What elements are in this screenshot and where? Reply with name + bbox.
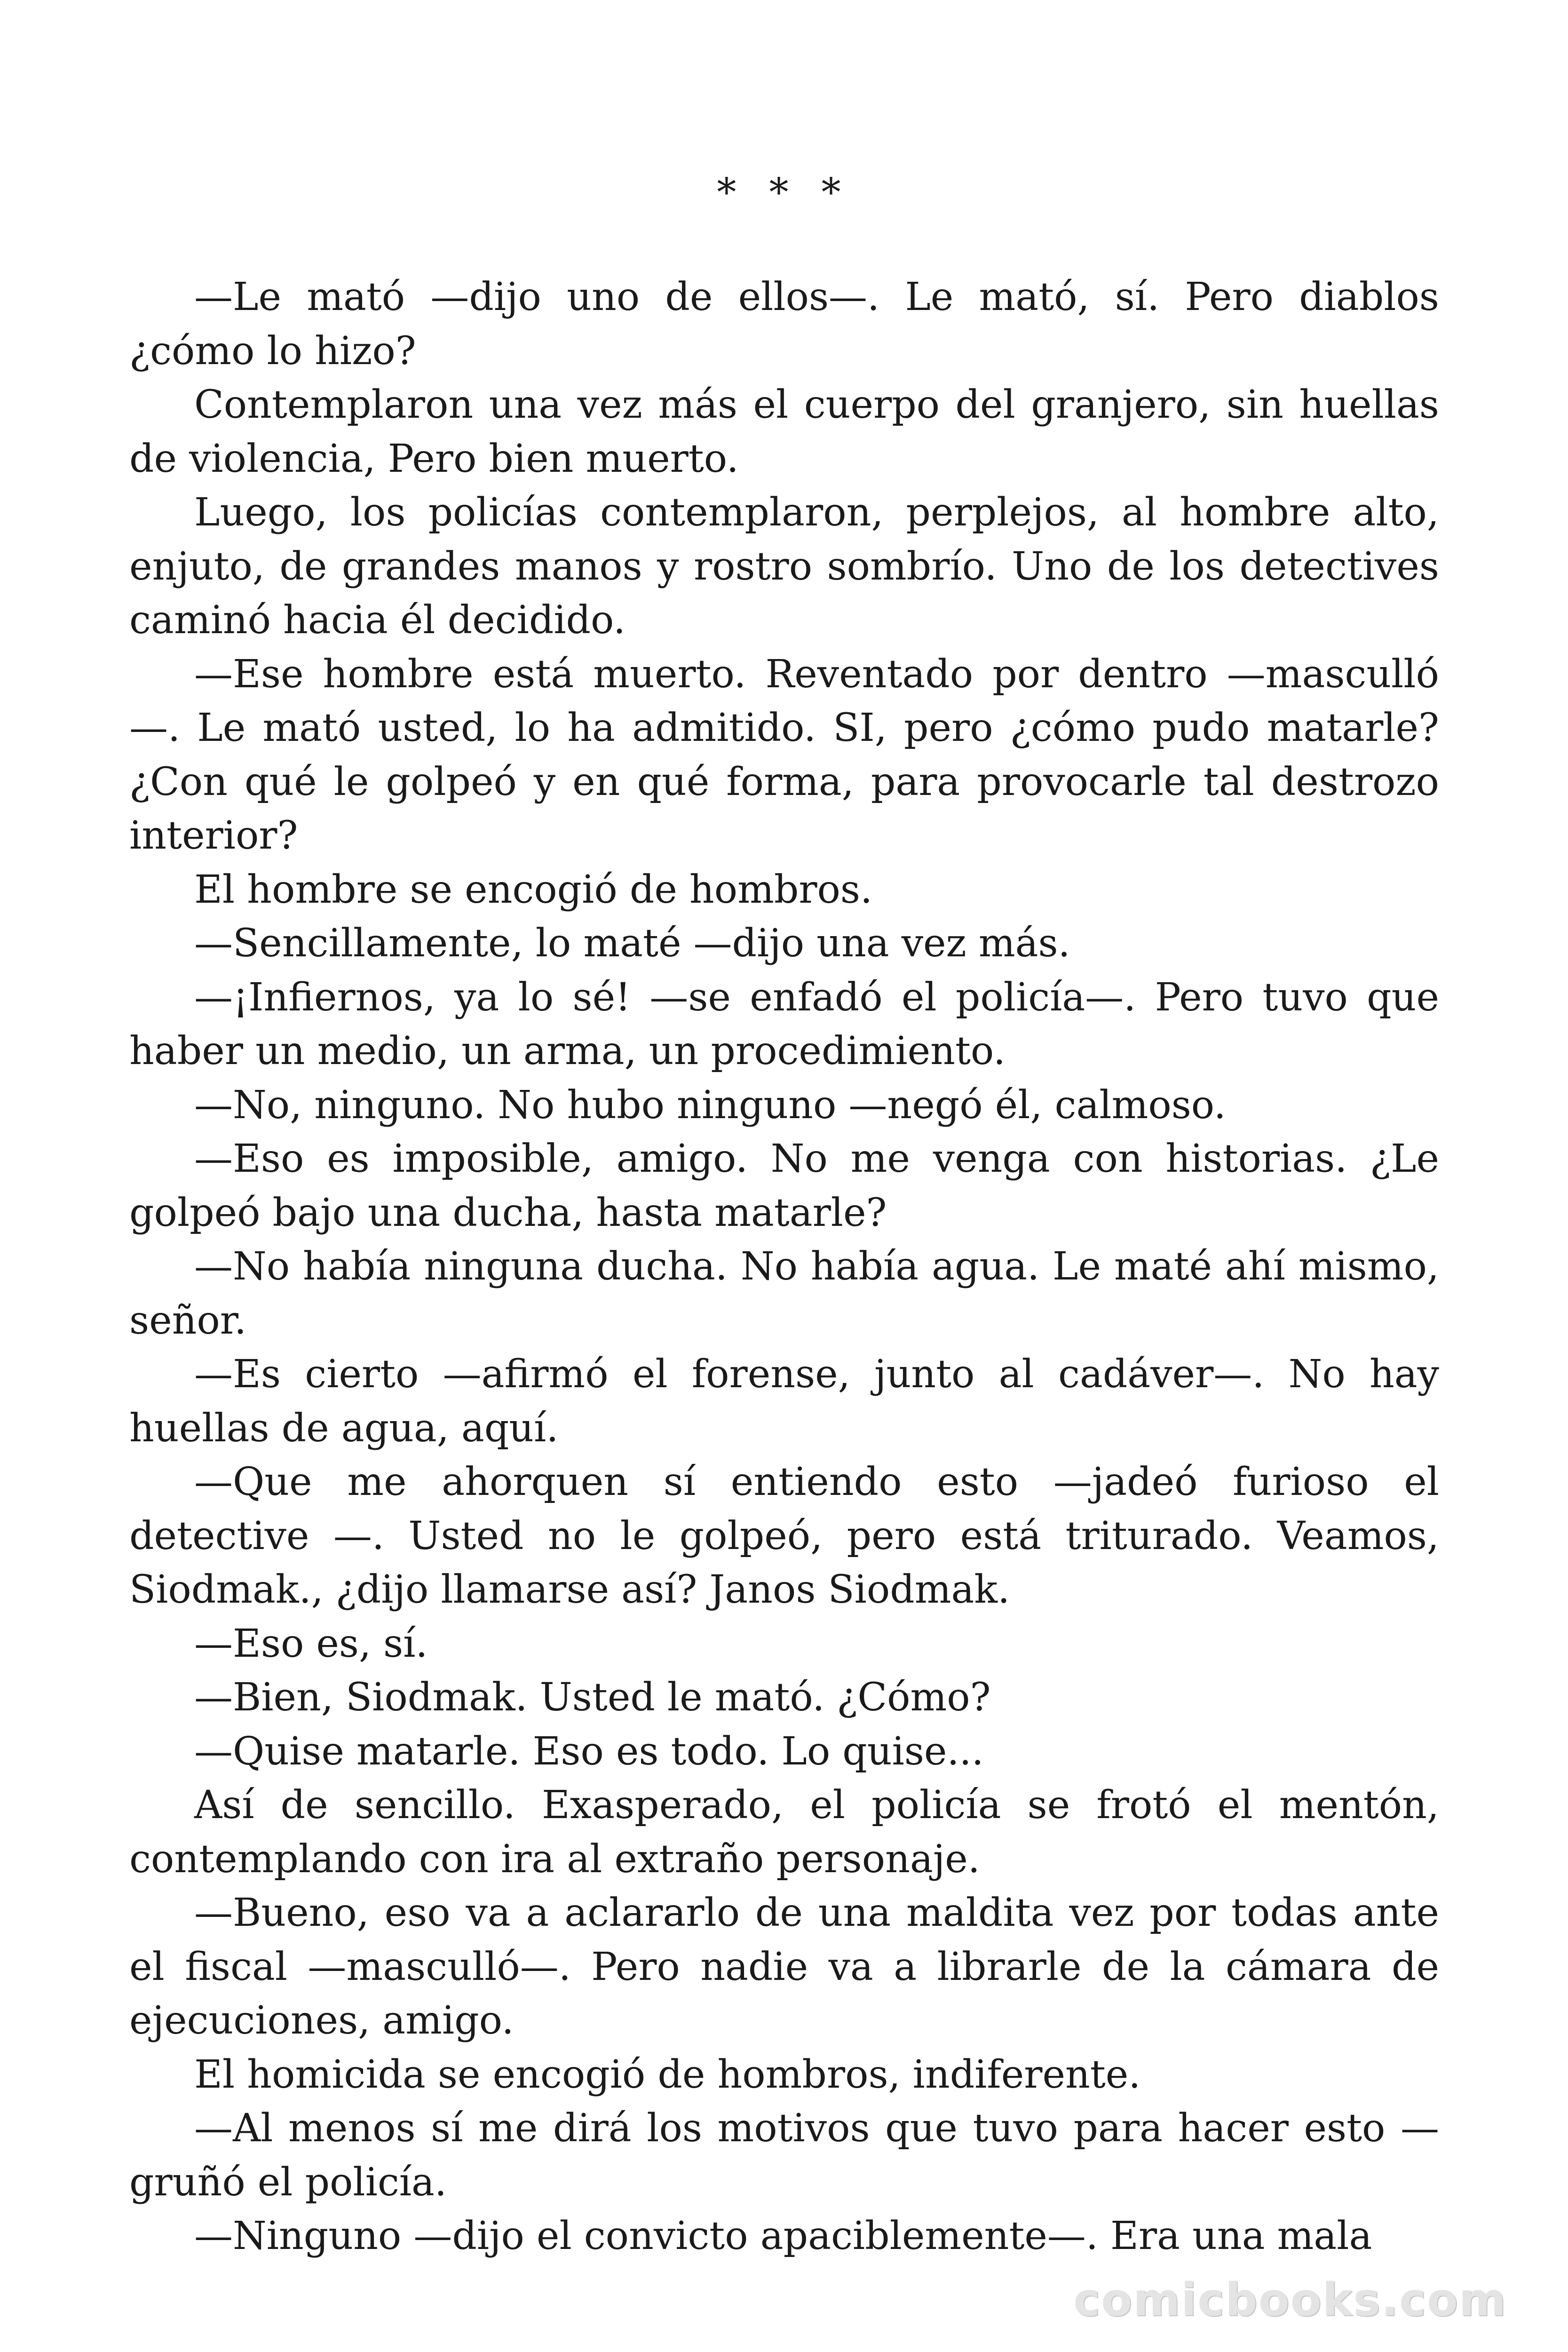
paragraph: —No, ninguno. No hubo ninguno —negó él, calmoso.: [194, 1082, 1226, 1128]
paragraph: —Que me ahorquen sí entiendo esto —jadeó furioso el detective —. Usted no le golpeó, pero está triturado. Veamos, Siodmak., ¿dijo llamarse así? Janos Siodmak.: [129, 1460, 1439, 1612]
paragraph: El hombre se encogió de hombros.: [194, 867, 873, 912]
paragraph: —Al menos sí me dirá los motivos que tuvo para hacer esto — gruñó el policía.: [129, 2106, 1439, 2205]
paragraph: —Es cierto —afirmó el forense, junto al cadáver—. No hay huellas de agua, aquí.: [129, 1352, 1439, 1451]
paragraph: Así de sencillo. Exasperado, el policía se frotó el mentón, contemplando con ira al extraño personaje.: [129, 1783, 1439, 1882]
paragraph: El homicida se encogió de hombros, indiferente.: [194, 2052, 1141, 2097]
paragraph: —Le mató —dijo uno de ellos—. Le mató, sí. Pero diablos ¿cómo lo hizo?: [129, 275, 1439, 373]
paragraph: —Sencillamente, lo maté —dijo una vez más.: [194, 921, 1070, 966]
body-text: [129, 270, 1439, 2264]
paragraph: Contemplaron una vez más el cuerpo del granjero, sin huellas de violencia, Pero bien muerto.: [129, 382, 1439, 481]
paragraph: —No había ninguna ducha. No había agua. Le maté ahí mismo, señor.: [129, 1244, 1439, 1343]
paragraph: —Ese hombre está muerto. Reventado por dentro —mascullό—. Le mató usted, lo ha admitido. SI, pero ¿cómo pudo matarle? ¿Con qué le golpeó y en qué forma, para provocarle tal destrozo interior?: [129, 652, 1439, 858]
paragraph: —Quise matarle. Eso es todo. Lo quise...: [194, 1729, 984, 1774]
paragraph: —Bien, Siodmak. Usted le mató. ¿Cómo?: [194, 1675, 991, 1720]
paragraph: —Eso es imposible, amigo. No me venga con historias. ¿Le golpeó bajo una ducha, hasta matarle?: [129, 1136, 1439, 1235]
site-watermark: comicbooks.com: [1073, 2273, 1507, 2326]
paragraph: —Bueno, eso va a aclararlo de una maldita vez por todas ante el fiscal —mascullό—. Pero nadie va a librarle de la cámara de ejecuciones, amigo.: [129, 1891, 1439, 2043]
paragraph: Luego, los policías contemplaron, perplejos, al hombre alto, enjuto, de grandes manos y rostro sombrío. Uno de los detectives caminó hacia él decidido.: [129, 490, 1439, 643]
paragraph: —Ninguno —dijo el convicto apaciblemente—. Era una mala: [194, 2214, 1372, 2258]
paragraph: —Eso es, sí.: [194, 1621, 428, 1666]
scene-separator: * * *: [717, 170, 851, 215]
paragraph: —¡Infiernos, ya lo sé! —se enfadó el policía—. Pero tuvo que haber un medio, un arma, un procedimiento.: [129, 975, 1439, 1073]
